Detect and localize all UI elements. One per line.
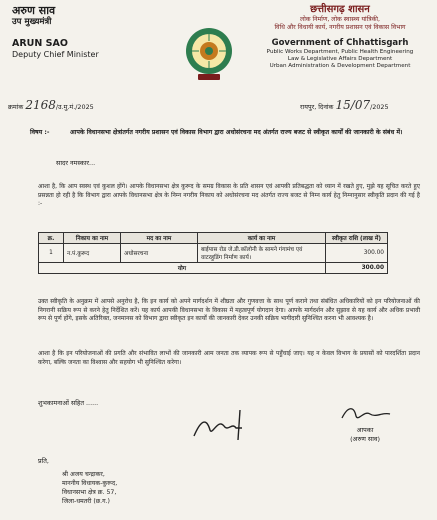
depts-en-line2: Law & Legislative Affairs Department	[287, 56, 393, 62]
cell-serial: 1	[39, 244, 64, 263]
name-hindi: अरुण साव	[12, 4, 56, 17]
subject-text: आपके विधानसभा क्षेत्रांतर्गत नगरीय प्रशासन एवं विकास विभाग द्वारा अधोसंरचना मद अंतर्गत राज्य बजट से स्वीकृत कार्यों की जानकारी के संबंध में।	[70, 129, 403, 136]
ref-number: 2168	[25, 98, 56, 112]
header-amount: स्वीकृत राशि (लाख में)	[326, 233, 388, 244]
header-body: निकाय का नाम	[64, 233, 121, 244]
reference-number	[8, 98, 94, 112]
header-serial: क्र.	[39, 233, 64, 244]
header-right	[250, 4, 430, 70]
ref-label: क्रमांक	[8, 103, 24, 111]
address-line: श्री अजय चन्द्राकर,	[62, 471, 105, 478]
subject-label: विषय :-	[30, 129, 50, 136]
wishes: शुभकामनाओं सहित ......	[38, 399, 99, 407]
ref-suffix: /उ.मु.मं./2025	[55, 103, 94, 111]
depts-hindi-line1: लोक निर्माण, लोक स्वास्थ्य यांत्रिकी,	[300, 16, 380, 23]
name-english: ARUN SAO	[12, 38, 68, 49]
cell-amount: 300.00	[326, 244, 388, 263]
address-line: विधानसभा क्षेत्र क्र. 57,	[62, 489, 117, 496]
total-label: योग	[39, 263, 326, 274]
date-value: 15/07	[335, 98, 371, 112]
address-line: माननीय विधायक-कुरूद,	[62, 480, 118, 487]
minister-signature	[336, 400, 396, 426]
designation-hindi: उप मुख्यमंत्री	[12, 17, 52, 27]
address-line: जिला-धमतरी (छ.ग.)	[62, 498, 110, 505]
depts-en-line3: Urban Administration & Development Department	[269, 63, 411, 69]
cell-head: अधोसरचना	[121, 244, 198, 263]
table-total-row	[39, 263, 388, 274]
depts-en-line1: Public Works Department, Public Health Engineering	[266, 49, 414, 55]
designation-english: Deputy Chief Minister	[12, 50, 99, 59]
greeting: सादर नमस्कार...	[56, 159, 96, 167]
date-label: रायपुर, दिनांक	[300, 103, 334, 111]
total-value: 300.00	[326, 263, 388, 274]
prati-label: प्रति,	[38, 457, 49, 465]
cell-body: न.पं.कुरूद	[64, 244, 121, 263]
table-row	[39, 244, 388, 263]
header-head: मद का नाम	[121, 233, 198, 244]
paragraph-2: उक्त स्वीकृति के अनुक्रम में आपसे अनुरोध है, कि इन कार्य को अपने मार्गदर्शन में शीघ्रता और गुणवत्ता के साथ पूर्ण कराने तथा संबंधित अधिकारियों को इन परियोजनाओं की निगरानी सक्रिय रूप से करने हेतु निर्देशित करें। यह कार्य आपकी विधानसभा के विकास में महत्वपूर्ण योगदान देगा। आपके मार्गदर्शन और सुझाव से यह कार्य और अधिक प्रभावी रूप से पूर्ण होंगे, इसके अतिरिक्त, जनमानस को विभाग द्वारा स्वीकृत इन कार्यों की जानकारी देकर उनकी सक्रिय भागीदारी सुनिश्चित करना भी आवश्यक है।	[38, 298, 420, 323]
paragraph-3: आशा है कि इन परियोजनाओं की प्रगति और संभावित लाभों की जानकारी आम जनता तक व्यापक रूप से पहुँचाई जाए। यह न केवल विभाग के प्रयासों को पारदर्शिता प्रदान करेगा, बल्कि जनता का विश्वास और सहयोग भी सुनिश्चित करेगा।	[38, 350, 420, 366]
signature-closing: आपका	[356, 426, 374, 434]
table-header-row	[39, 233, 388, 244]
govt-hindi: छत्तीसगढ़ शासन	[310, 4, 370, 15]
date-suffix: /2025	[370, 103, 389, 111]
paragraph-1: आशा है, कि आप स्वस्थ एवं कुशल होंगे। आपके विधानसभा क्षेत्र कुरूद के समग्र विकास के प्रति शासन एवं आपकी प्रतिबद्धता को ध्यान में रखते हुए, मुझे यह सूचित करते हुए प्रसन्नता हो रही है कि विभाग द्वारा आपके विधानसभा क्षेत्र के निम्न नगरीय निकाय को अधोसंरचना मद अंतर्गत राज्य बजट से निम्न कार्य हेतु निम्नानुसार स्वीकृति प्रदान की गई है :-	[38, 183, 421, 208]
handwritten-signature	[190, 404, 250, 444]
signature-block	[325, 426, 405, 444]
header-work: कार्य का नाम	[198, 233, 326, 244]
cell-work: बाईपास रोड जे.डी.कॉलोनी के सामने गंगामंच एवं वाटरहुडिंग निर्माण कार्य।	[198, 244, 326, 263]
signature-name: (अरुण साव)	[350, 435, 380, 443]
reference-date	[300, 98, 389, 112]
header-left	[12, 4, 162, 60]
govt-english: Government of Chhattisgarh	[271, 38, 409, 48]
recipient-address	[62, 470, 117, 506]
state-emblem-icon	[184, 24, 234, 82]
works-table	[38, 232, 388, 274]
depts-hindi-line2: विधि और विधायी कार्य, नगरीय प्रशासन एवं विकास विभाग	[274, 24, 406, 31]
